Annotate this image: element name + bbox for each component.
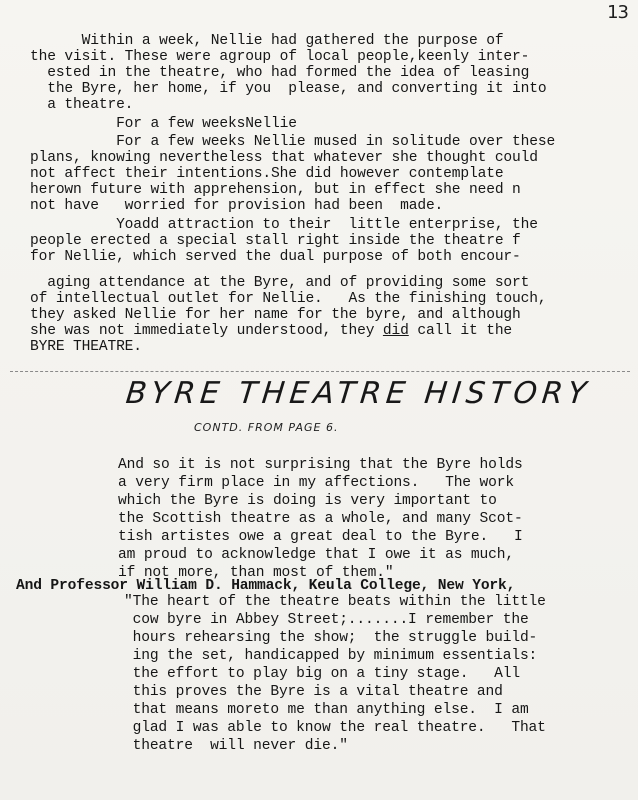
story-line: not affect their intentions.She did however contemplate xyxy=(30,166,504,182)
story-line-tail: call it the xyxy=(408,323,513,339)
underlined-word: did xyxy=(382,323,409,339)
quote-line: ing the set, handicapped by minimum essentials: xyxy=(124,648,538,664)
history-heading: BYRE THEATRE HISTORY xyxy=(124,376,593,411)
quote-line: that means moreto me than anything else. I am xyxy=(124,702,529,718)
quote-line: cow byre in Abbey Street;.......I remember the xyxy=(124,612,529,628)
history-line: which the Byre is doing is very important to xyxy=(118,493,497,509)
quote-line: theatre will never die." xyxy=(124,738,348,754)
section-divider xyxy=(10,371,630,372)
quote-line: "The heart of the theatre beats within the little xyxy=(124,594,546,610)
story-line-head: she was not immediately understood, they xyxy=(30,323,383,339)
history-line: the Scottish theatre as a whole, and many Scot- xyxy=(118,511,523,527)
story-line: For a few weeks Nellie mused in solitude over these xyxy=(30,134,556,150)
story-line: Yoadd attraction to their little enterprise, the xyxy=(30,217,538,233)
page-number: 13 xyxy=(607,2,628,23)
story-line: a theatre. xyxy=(30,97,134,113)
story-line: they asked Nellie for her name for the byre, and although xyxy=(30,307,521,323)
history-line: And so it is not surprising that the Byre holds xyxy=(118,457,523,473)
story-line: aging attendance at the Byre, and of providing some sort xyxy=(30,275,530,291)
continued-note: CONTD. FROM PAGE 6. xyxy=(194,421,339,434)
story-line: herown future with apprehension, but in effect she need n xyxy=(30,182,521,198)
story-line-with-underline xyxy=(30,323,512,339)
attribution-line: And Professor William D. Hammack, Keula College, New York, xyxy=(16,578,516,594)
quote-line: the effort to play big on a tiny stage. All xyxy=(124,666,520,682)
story-final-line: BYRE THEATRE. xyxy=(30,339,142,355)
story-line: of intellectual outlet for Nellie. As the finishing touch, xyxy=(30,291,547,307)
history-line: am proud to acknowledge that I owe it as much, xyxy=(118,547,514,563)
history-line: if not more, than most of them." xyxy=(118,565,394,581)
history-line: tish artistes owe a great deal to the Byre. I xyxy=(118,529,523,545)
story-line: for Nellie, which served the dual purpose of both encour- xyxy=(30,249,521,265)
story-line: Within a week, Nellie had gathered the purpose of xyxy=(30,33,504,49)
story-line: plans, knowing nevertheless that whatever she thought could xyxy=(30,150,538,166)
story-line: not have worried for provision had been made. xyxy=(30,198,444,214)
story-line: For a few weeksNellie xyxy=(30,116,297,132)
quote-line: hours rehearsing the show; the struggle build- xyxy=(124,630,538,646)
story-line: the visit. These were agroup of local people,keenly inter- xyxy=(30,49,530,65)
story-line: ested in the theatre, who had formed the idea of leasing xyxy=(30,65,530,81)
quote-line: this proves the Byre is a vital theatre and xyxy=(124,684,503,700)
story-line: the Byre, her home, if you please, and converting it into xyxy=(30,81,547,97)
history-line: a very firm place in my affections. The work xyxy=(118,475,514,491)
story-line: people erected a special stall right inside the theatre f xyxy=(30,233,521,249)
quote-line: glad I was able to know the real theatre. That xyxy=(124,720,546,736)
